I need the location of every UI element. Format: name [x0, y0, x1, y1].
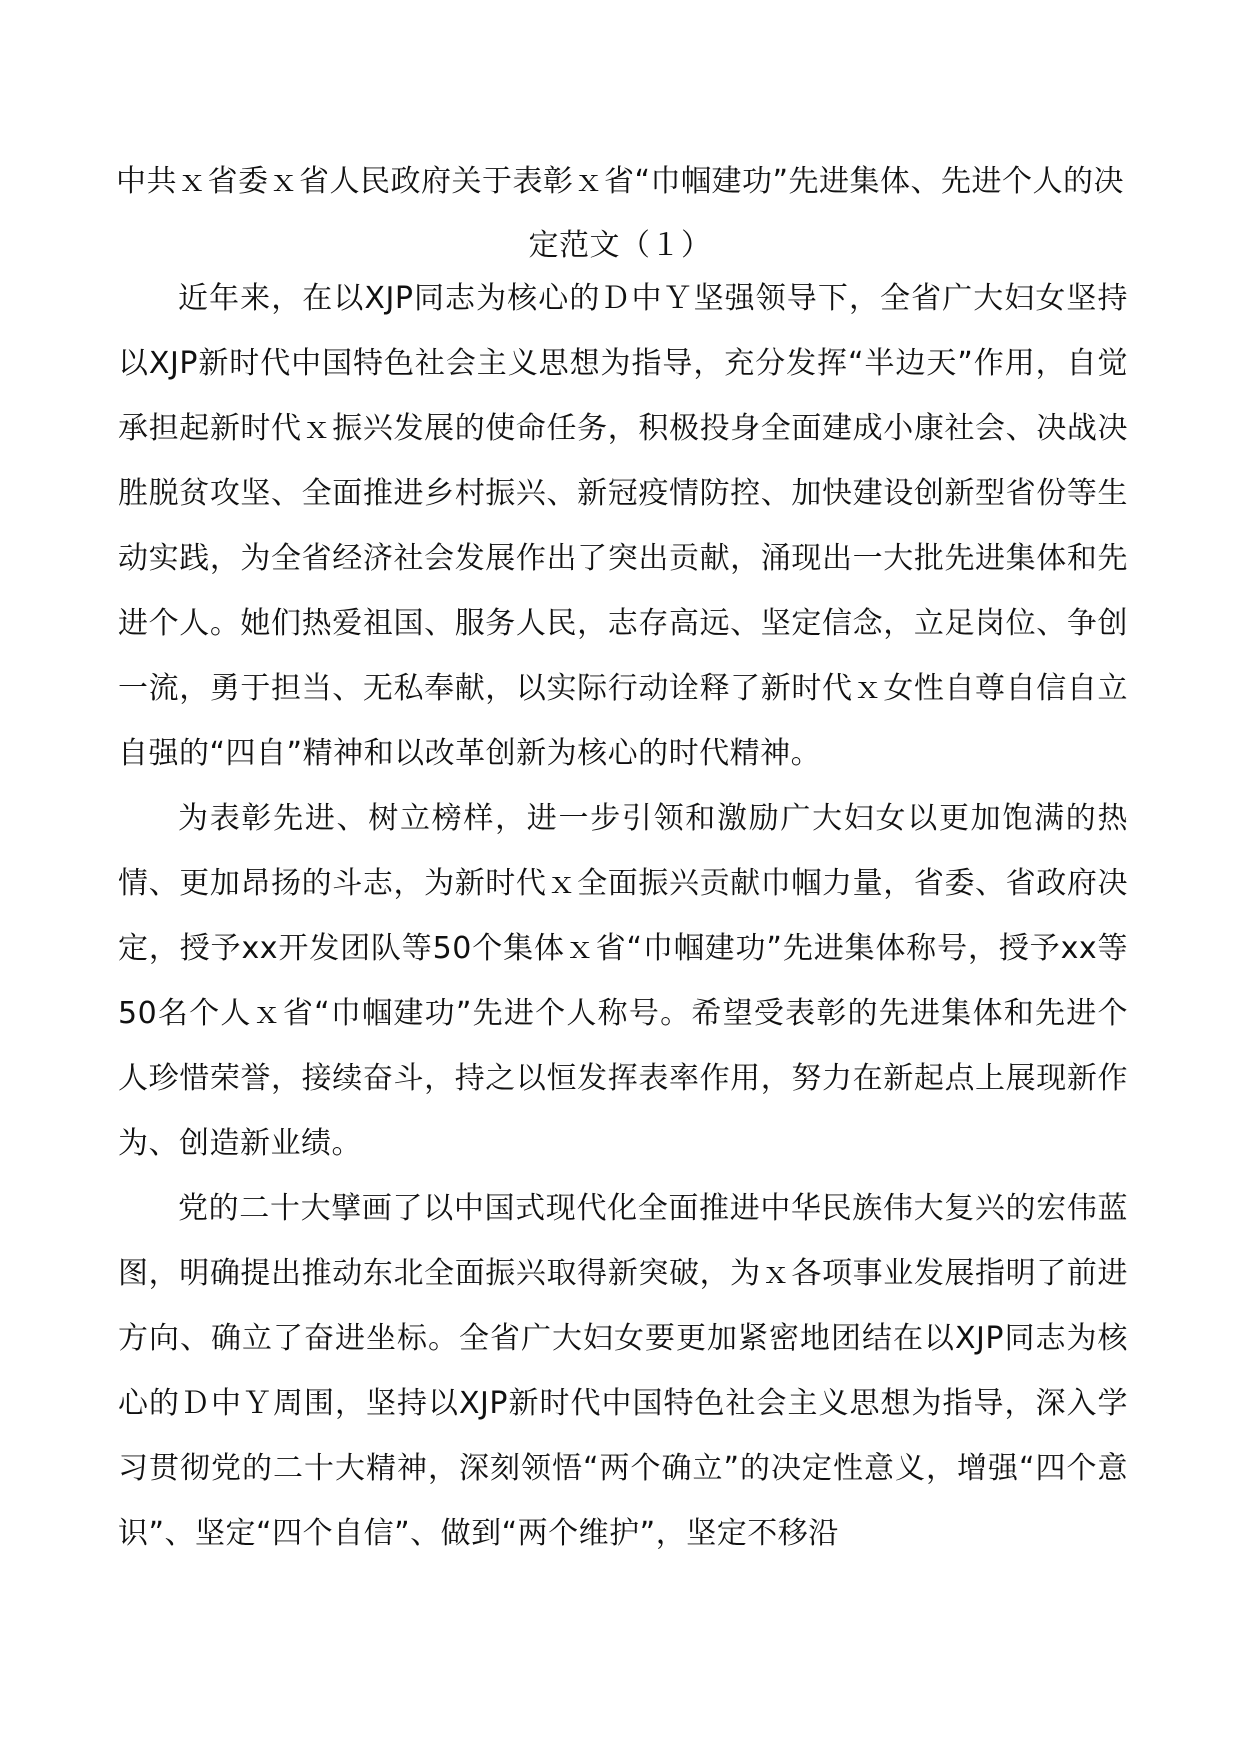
document-body	[118, 266, 1128, 1566]
paragraph-3: 党的二十大擘画了以中国式现代化全面推进中华民族伟大复兴的宏伟蓝图，明确提出推动东北全面振兴取得新突破，为ｘ各项事业发展指明了前进方向、确立了奋进坐标。全省广大妇女要更加紧密地团结在以XJP同志为核心的Ｄ中Ｙ周围，坚持以XJP新时代中国特色社会主义思想为指导，深入学习贯彻党的二十大精神，深刻领悟“两个确立”的决定性意义，增强“四个意识”、坚定“四个自信”、做到“两个维护”，坚定不移沿	[118, 1191, 1129, 1551]
document-title: 中共ｘ省委ｘ省人民政府关于表彰ｘ省“巾帼建功”先进集体、先进个人的决定范文（１）	[115, 164, 1125, 263]
paragraph-1: 近年来，在以XJP同志为核心的Ｄ中Ｙ坚强领导下，全省广大妇女坚持以XJP新时代中国特色社会主义思想为指导，充分发挥“半边天”作用，自觉承担起新时代ｘ振兴发展的使命任务，积极投身全面建成小康社会、决战决胜脱贫攻坚、全面推进乡村振兴、新冠疫情防控、加快建设创新型省份等生动实践，为全省经济社会发展作出了突出贡献，涌现出一大批先进集体和先进个人。她们热爱祖国、服务人民，志存高远、坚定信念，立足岗位、争创一流，勇于担当、无私奉献，以实际行动诠释了新时代ｘ女性自尊自信自立自强的“四自”精神和以改革创新为核心的时代精神。	[118, 281, 1128, 771]
paragraph-2: 为表彰先进、树立榜样，进一步引领和激励广大妇女以更加饱满的热情、更加昂扬的斗志，为新时代ｘ全面振兴贡献巾帼力量，省委、省政府决定，授予xx开发团队等50个集体ｘ省“巾帼建功”先进集体称号，授予xx等50名个人ｘ省“巾帼建功”先进个人称号。希望受表彰的先进集体和先进个人珍惜荣誉，接续奋斗，持之以恒发挥表率作用，努力在新起点上展现新作为、创造新业绩。	[118, 801, 1128, 1161]
